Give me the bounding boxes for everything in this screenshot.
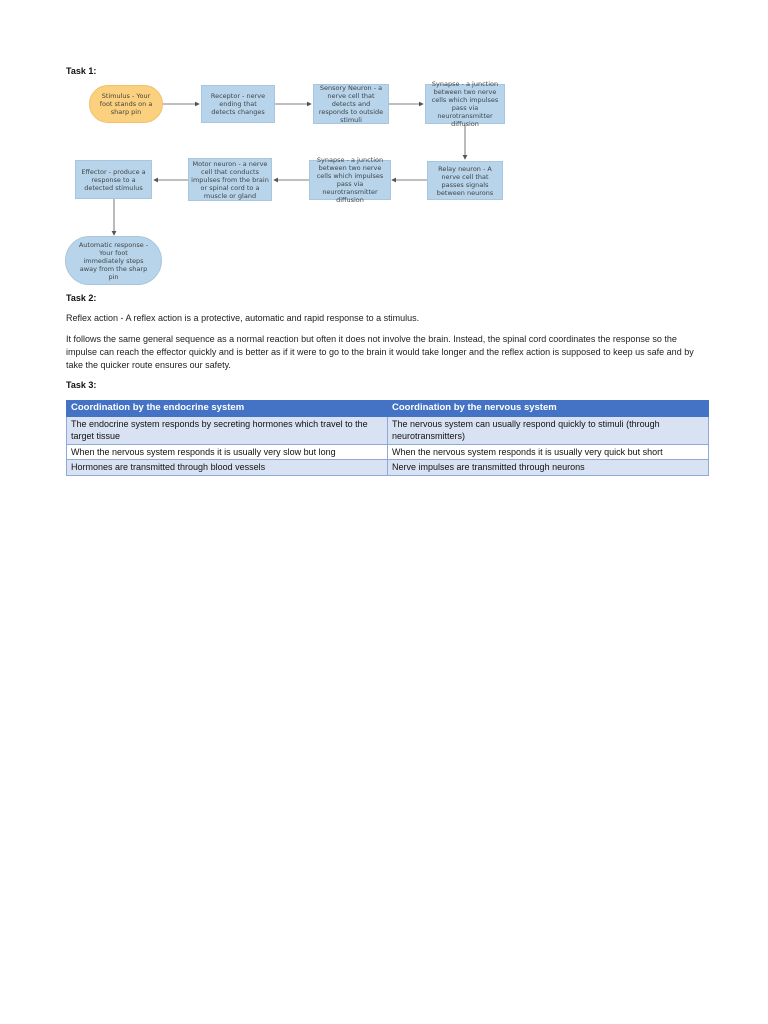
flow-node-synapse-1: Synapse - a junction between two nerve cells which impulses pass via neurotransmitter diffusion: [425, 84, 505, 124]
table-header-row: [67, 401, 709, 417]
flow-node-synapse-2: Synapse - a junction between two nerve cells which impulses pass via neurotransmitter diffusion: [309, 160, 391, 200]
table-cell: Hormones are transmitted through blood vessels: [67, 460, 388, 476]
task2-heading: Task 2:: [66, 293, 97, 303]
table-row: [67, 416, 709, 444]
flow-node-sensory-neuron: Sensory Neuron - a nerve cell that detects and responds to outside stimuli: [313, 84, 389, 124]
flow-node-stimulus: Stimulus - Your foot stands on a sharp pin: [89, 85, 163, 123]
flow-node-automatic-response: Automatic response - Your foot immediately steps away from the sharp pin: [65, 236, 162, 285]
flow-node-receptor: Receptor - nerve ending that detects changes: [201, 85, 275, 123]
table-cell: When the nervous system responds it is usually very slow but long: [67, 444, 388, 460]
table-cell: Nerve impulses are transmitted through neurons: [388, 460, 709, 476]
reflex-explanation: It follows the same general sequence as a normal reaction but often it does not involve the brain. Instead, the spinal cord coordinates the response so the impulse can reach the effector quickly and is better as if it were to go to the brain it would take longer and the reflex action is supposed to keep us safe and by take the quicker route ensures our safety.: [66, 334, 694, 370]
table-row: [67, 460, 709, 476]
table-header-endocrine: Coordination by the endocrine system: [67, 401, 388, 417]
table-cell: The endocrine system responds by secreting hormones which travel to the target tissue: [67, 416, 388, 444]
flow-node-relay-neuron: Relay neuron - A nerve cell that passes signals between neurons: [427, 161, 503, 200]
table-cell: The nervous system can usually respond quickly to stimuli (through neurotransmitters): [388, 416, 709, 444]
table-row: [67, 444, 709, 460]
flow-node-motor-neuron: Motor neuron - a nerve cell that conducts impulses from the brain or spinal cord to a muscle or gland: [188, 158, 272, 201]
comparison-table: [66, 400, 709, 476]
reflex-definition: Reflex action - A reflex action is a protective, automatic and rapid response to a stimulus.: [66, 313, 420, 323]
table-cell: When the nervous system responds it is usually very quick but short: [388, 444, 709, 460]
task3-heading: Task 3:: [66, 380, 97, 390]
task1-heading: Task 1:: [66, 66, 97, 76]
flow-node-effector: Effector - produce a response to a detected stimulus: [75, 160, 152, 199]
table-header-nervous: Coordination by the nervous system: [388, 401, 709, 417]
